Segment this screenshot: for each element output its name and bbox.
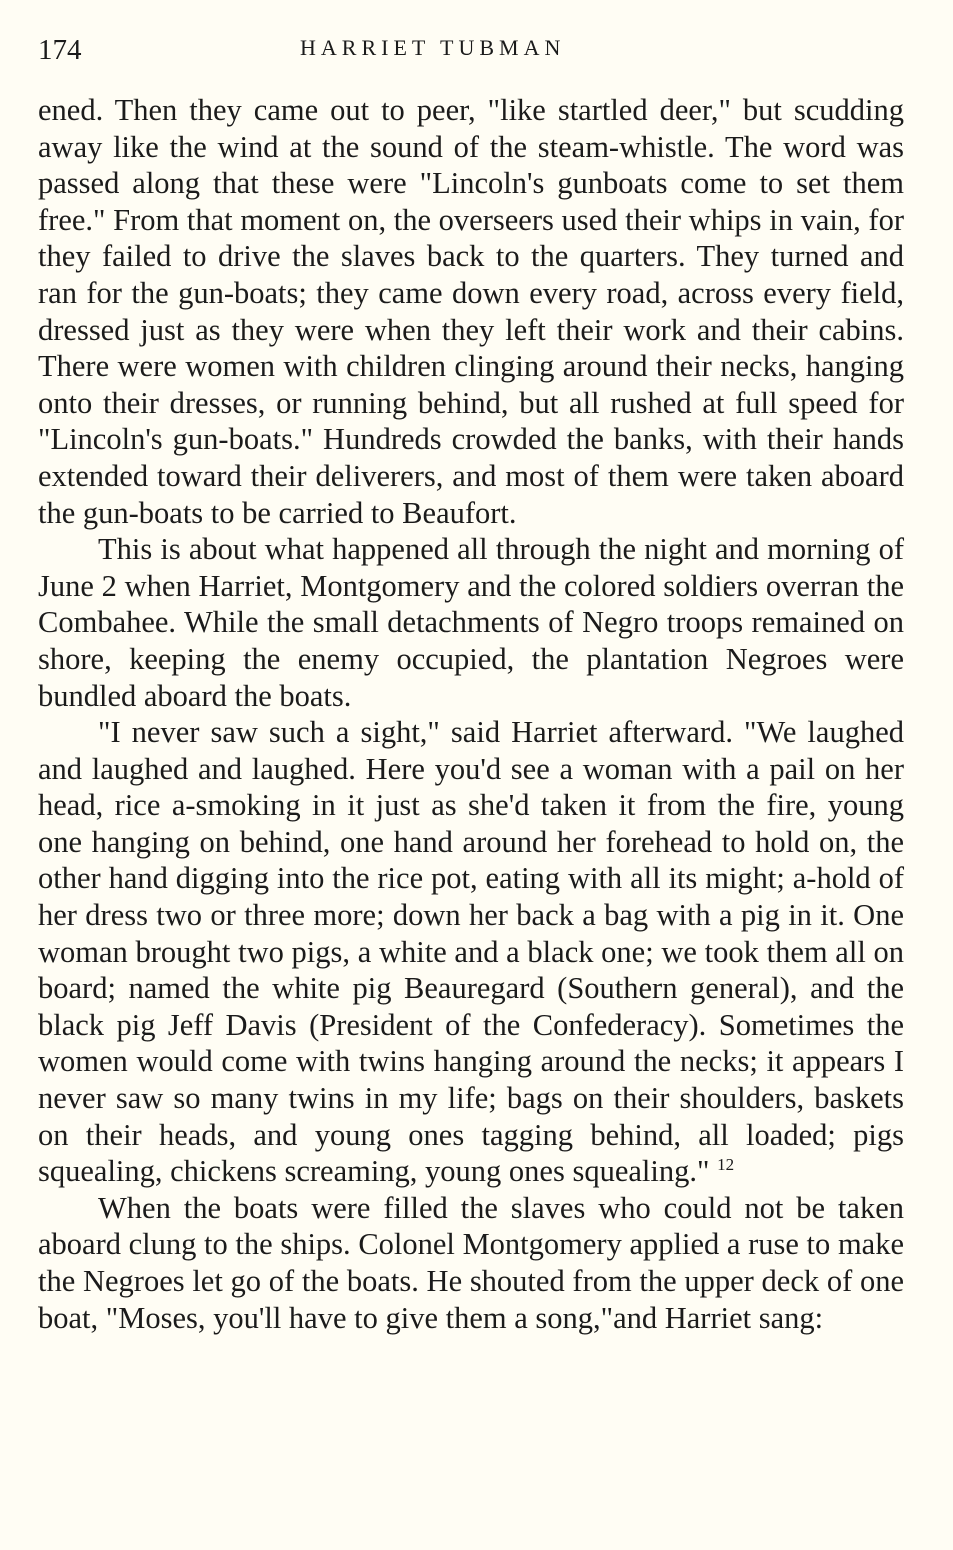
paragraph-1: ened. Then they came out to peer, "like startled deer," but scudding away like the wind at the sound of the steam-whistle. The word was passed along that these were "Lincoln's gunboats come to set them free." From that moment on, the overseers used their whips in vain, for they failed to drive the slaves back to the quarters. They turned and ran for the gun-boats; they came down every road, across every field, dressed just as they were when they left their work and their cabins. There were women with children clinging around their necks, hanging onto their dresses, or running behind, but all rushed at full speed for "Lincoln's gun-boats." Hundreds crowded the banks, with their hands extended toward their deliverers, and most of them were taken aboard the gun-boats to be carried to Beaufort.: [38, 93, 904, 530]
paragraph-3-text: "I never saw such a sight," said Harriet afterward. "We laughed and laughed and laughed. Here you'd see a woman with a pail on her head, rice a-smoking in it just as she'd taken it from the fire, young one hanging on behind, one hand around her forehead to hold on, the other hand digging into the rice pot, eating with all its might; a-hold of her dress two or three more; down her back a bag with a pig in it. One woman brought two pigs, a white and a black one; we took them all on board; named the white pig Beauregard (Southern general), and the black pig Jeff Davis (President of the Confederacy). Sometimes the women would come with twins hanging around the necks; it appears I never saw so many twins in my life; bags on their shoulders, baskets on their heads, and young ones tagging behind, all loaded; pigs squealing, chickens screaming, young ones squealing.": [38, 715, 904, 1189]
footnote-reference: 12: [717, 1155, 735, 1175]
paragraph-4: When the boats were filled the slaves who could not be taken aboard clung to the ships. Colonel Montgomery applied a ruse to make the Negroes let go of the boats. He shouted from the upper deck of one boat, "Moses, you'll have to give them a song,"and Harriet sang:: [38, 1190, 904, 1335]
page-number: 174: [38, 34, 82, 66]
paragraph-2: This is about what happened all through the night and morning of June 2 when Harriet, Montgomery and the colored soldiers overran the Combahee. While the small detachments of Negro troops remained on shore, keeping the enemy occupied, the plantation Negroes were bundled aboard the boats.: [38, 532, 904, 713]
body-text: [38, 92, 904, 1336]
paragraph-3: [38, 714, 904, 1190]
running-title: HARRIET TUBMAN: [300, 35, 566, 60]
running-head: [0, 30, 953, 70]
